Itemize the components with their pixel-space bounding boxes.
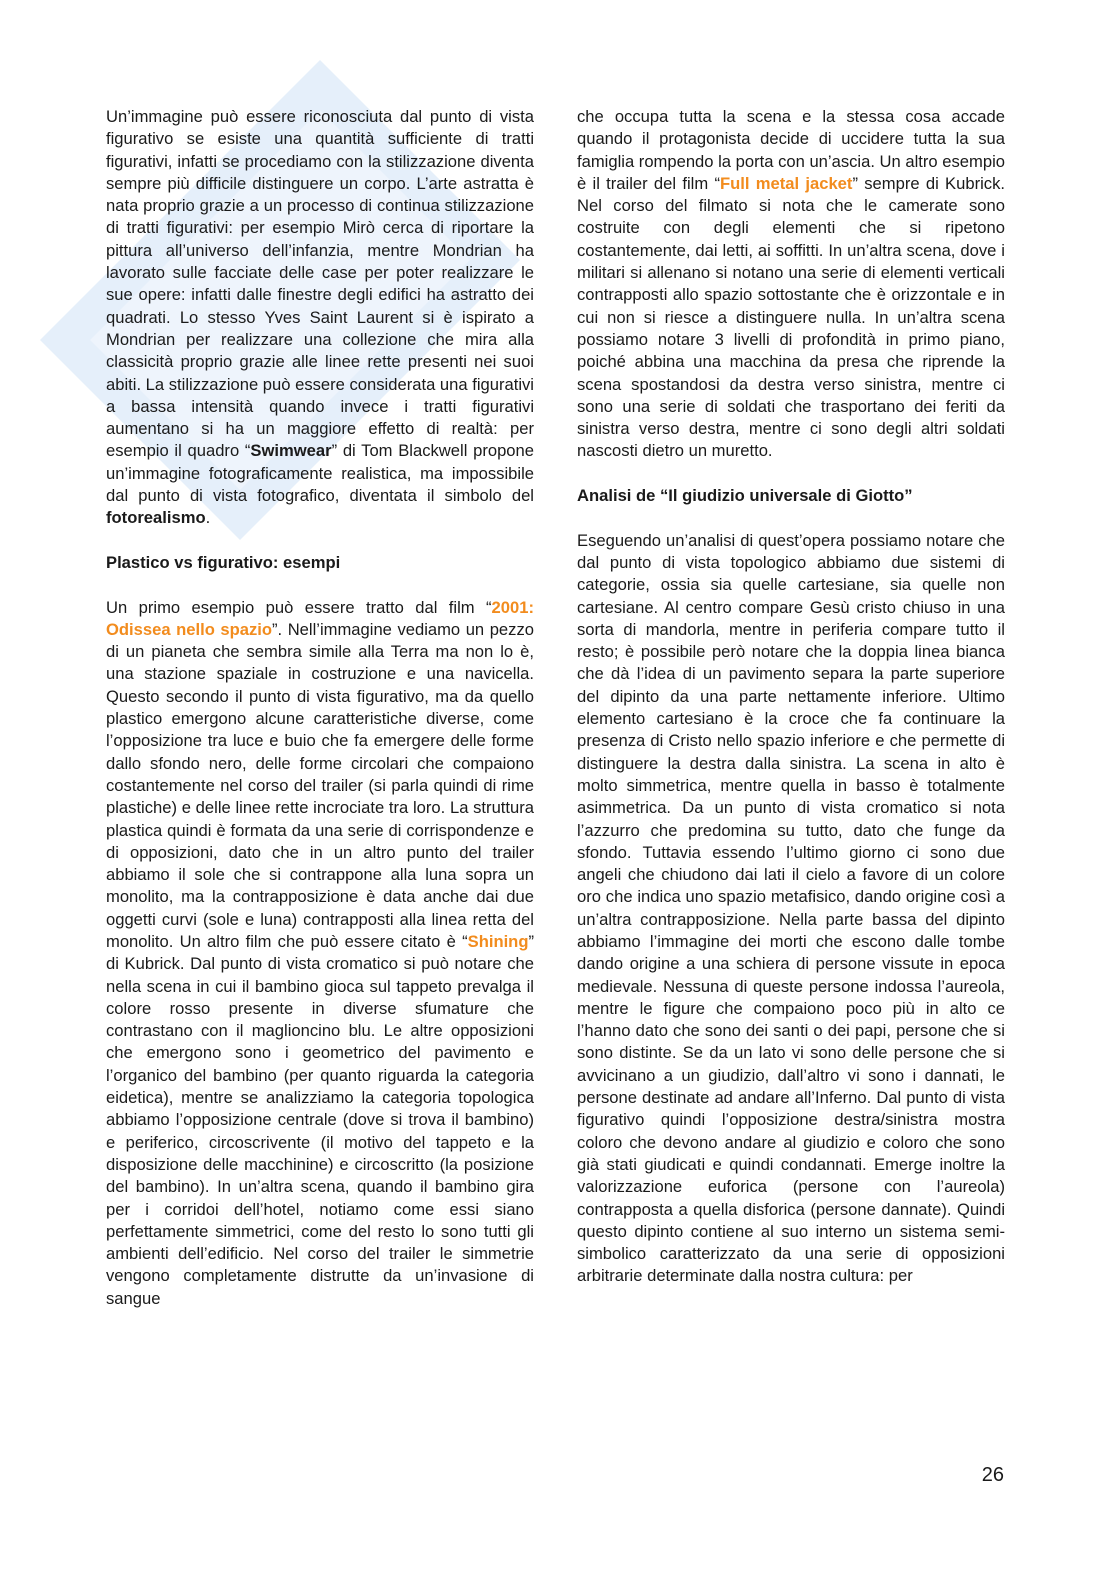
- text-run: Un primo esempio può essere tratto dal film “: [106, 597, 492, 617]
- paragraph-kubrick: [577, 106, 1005, 463]
- text-run: ”. Nell’immagine vediamo un pezzo di un pianeta che sembra simile alla Terra ma non lo è, una stazione spaziale in costruzione e una navicella. Questo secondo il punto di vista figurativo, ma da quello plastico emergono alcune caratteristiche diverse, come l’opposizione tra luce e buio che fa emergere delle forme dallo sfondo nero, delle forme circolari che compaiono costantemente nel corso del trailer (si parla quindi di rime plastiche) e delle linee rette incrociate tra loro. La struttura plastica quindi è formata da una serie di corrispondenze e di opposizioni, dato che in un altro punto del trailer abbiamo il sole che si contrappone alla luna sopra un monolito, ma la contrapposizione è data anche dai due oggetti curvi (sole e luna) contrapposti alla linea retta del monolito. Un altro film che può essere citato è “: [106, 619, 534, 951]
- paragraph-esempi: [106, 597, 534, 1311]
- text-run: ” di Kubrick. Dal punto di vista cromatico si può notare che nella scena in cui il bambino gioca sul tappeto prevalga il colore rosso presente in diverse sfumature che contrastano con il maglioncino blu. Le altre opposizioni che emergono sono i geometrico del pavimento e l’organico del bambino (per quanto riguarda la categoria eidetica), mentre se analizziamo la categoria topologica abbiamo l’opposizione centrale (dove si trova il bambino) e periferico, circoscrivente (il motivo del tappeto e la disposizione delle macchinine) e circoscritto (la posizione del bambino). In un’altra scena, quando il bambino gira per i corridoi dell’hotel, notiamo come essi siano perfettamente simmetrici, come del resto lo sono tutti gli ambienti dell’edificio. Nel corso del trailer le simmetrie vengono completamente distrutte da un’invasione di sangue: [106, 931, 534, 1308]
- text-run: che occupa tutta la scena e la stessa cosa accade quando il protagonista decide di uccidere tutta la sua famiglia rompendo la porta con un’ascia. Un altro esempio è il trailer del film “: [577, 107, 1005, 193]
- film-title-2001: 2001: Odissea nello spazio: [106, 597, 534, 639]
- film-title-full-metal-jacket: Full metal jacket: [719, 173, 853, 193]
- fotorealismo-term: fotorealismo: [106, 508, 206, 528]
- text-run: ” di Tom Blackwell propone un’immagine fotograficamente realistica, ma impossibile dal punto di vista fotografico, diventata il simbolo del: [106, 441, 534, 506]
- left-column: [106, 106, 534, 1310]
- page-number: 26: [981, 1464, 1004, 1486]
- right-column: [577, 106, 1005, 1288]
- paragraph-stilizzazione: [106, 106, 534, 530]
- section-heading-plastico: Plastico vs figurativo: esempi: [106, 552, 341, 572]
- film-title-shining: Shining: [467, 931, 529, 951]
- swimwear-title: Swimwear: [250, 441, 332, 461]
- text-run: ” sempre di Kubrick. Nel corso del filmato si nota che le camerate sono costruite con degli elementi che si ripetono costantemente, dai letti, ai soffitti. In un’altra scena, dove i militari si allenano si notano una serie di elementi verticali contrapposti allo spazio sottostante che è orizzontale e in cui non si riesce a distinguere nulla. In un’altra scena possiamo notare 3 livelli di profondità in primo piano, poiché abbina una macchina da presa che riprende la scena spostandosi da destra verso sinistra, mentre ci sono una serie di soldati che trasportano dei feriti da sinistra verso destra, mentre ci sono degli altri soldati nascosti dietro un muretto.: [577, 173, 1005, 461]
- text-run: Un’immagine può essere riconosciuta dal punto di vista figurativo se esiste una quantità sufficiente di tratti figurativi, infatti se procediamo con la stilizzazione diventa sempre più difficile distinguere un corpo. L’arte astratta è nata proprio grazie a un processo di continua stilizzazione di tratti figurativi: per esempio Mirò cerca di riportare la pittura all’universo dell’infanzia, mentre Mondrian ha lavorato sulle facciate delle case per poter realizzare le sue opere: infatti dalle finestre degli edifici ha astratto dei quadrati. Lo stesso Yves Saint Laurent si è ispirato a Mondrian per realizzare una collezione che mira alla classicità proprio grazie alle linee rette presenti nei suoi abiti. La stilizzazione può essere considerata una figurativi a bassa intensità quando invece i tratti figurativi aumentano si ha un maggiore effetto di realtà: per esempio il quadro “: [106, 107, 534, 461]
- section-heading-giotto: Analisi de “Il giudizio universale di Giotto”: [577, 486, 913, 506]
- paragraph-giotto: Eseguendo un’analisi di quest’opera possiamo notare che dal punto di vista topologico abbiamo due sistemi di categorie, ossia sia quelle cartesiane, sia quelle non cartesiane. Al centro compare Gesù cristo chiuso in una sorta di mandorla, mentre in periferia compare tutto il resto; è possibile però notare che la doppia linea bianca che dà l’idea di un pavimento separa la parte superiore del dipinto da una parte nettamente inferiore. Ultimo elemento cartesiano è la croce che fa continuare la presenza di Cristo nello spazio inferiore e che permette di distinguere la destra dalla sinistra. La scena in alto è molto simmetrica, mentre quella in basso è totalmente asimmetrica. Da un punto di vista cromatico si nota l’azzurro che predomina su tutto, dato che funge da sfondo. Tuttavia essendo l’ultimo giorno ci sono due angeli che chiudono dai lati il cielo a favore di un colore oro che indica uno spazio metafisico, dando origine così a un’altra contrapposizione. Nella parte bassa del dipinto abbiamo l’immagine dei morti che escono dalle tombe dando origine a una schiera di persone vissute in epoca medievale. Nessuna di queste persone indossa l’aureola, mentre le figure che compaiono poco più in alto ce l’hanno dato che sono dei santi o dei papi, persone che si sono distinte. Se da un lato vi sono delle persone che si avvicinano a un giudizio, dall’altro vi sono i dannati, le persone destinate ad andare all’Inferno. Dal punto di vista figurativo quindi l’opposizione destra/sinistra mostra coloro che devono andare al giudizio e coloro che sono già stati giudicati e quindi condannati. Emerge inoltre la valorizzazione euforica (persone con l’aureola) contrapposta a quella disforica (persone dannate). Quindi questo dipinto contiene al suo interno un sistema semi-simbolico caratterizzato da una serie di opposizioni arbitrarie determinate dalla nostra cultura: per: [577, 530, 1005, 1286]
- text-run: .: [205, 508, 211, 528]
